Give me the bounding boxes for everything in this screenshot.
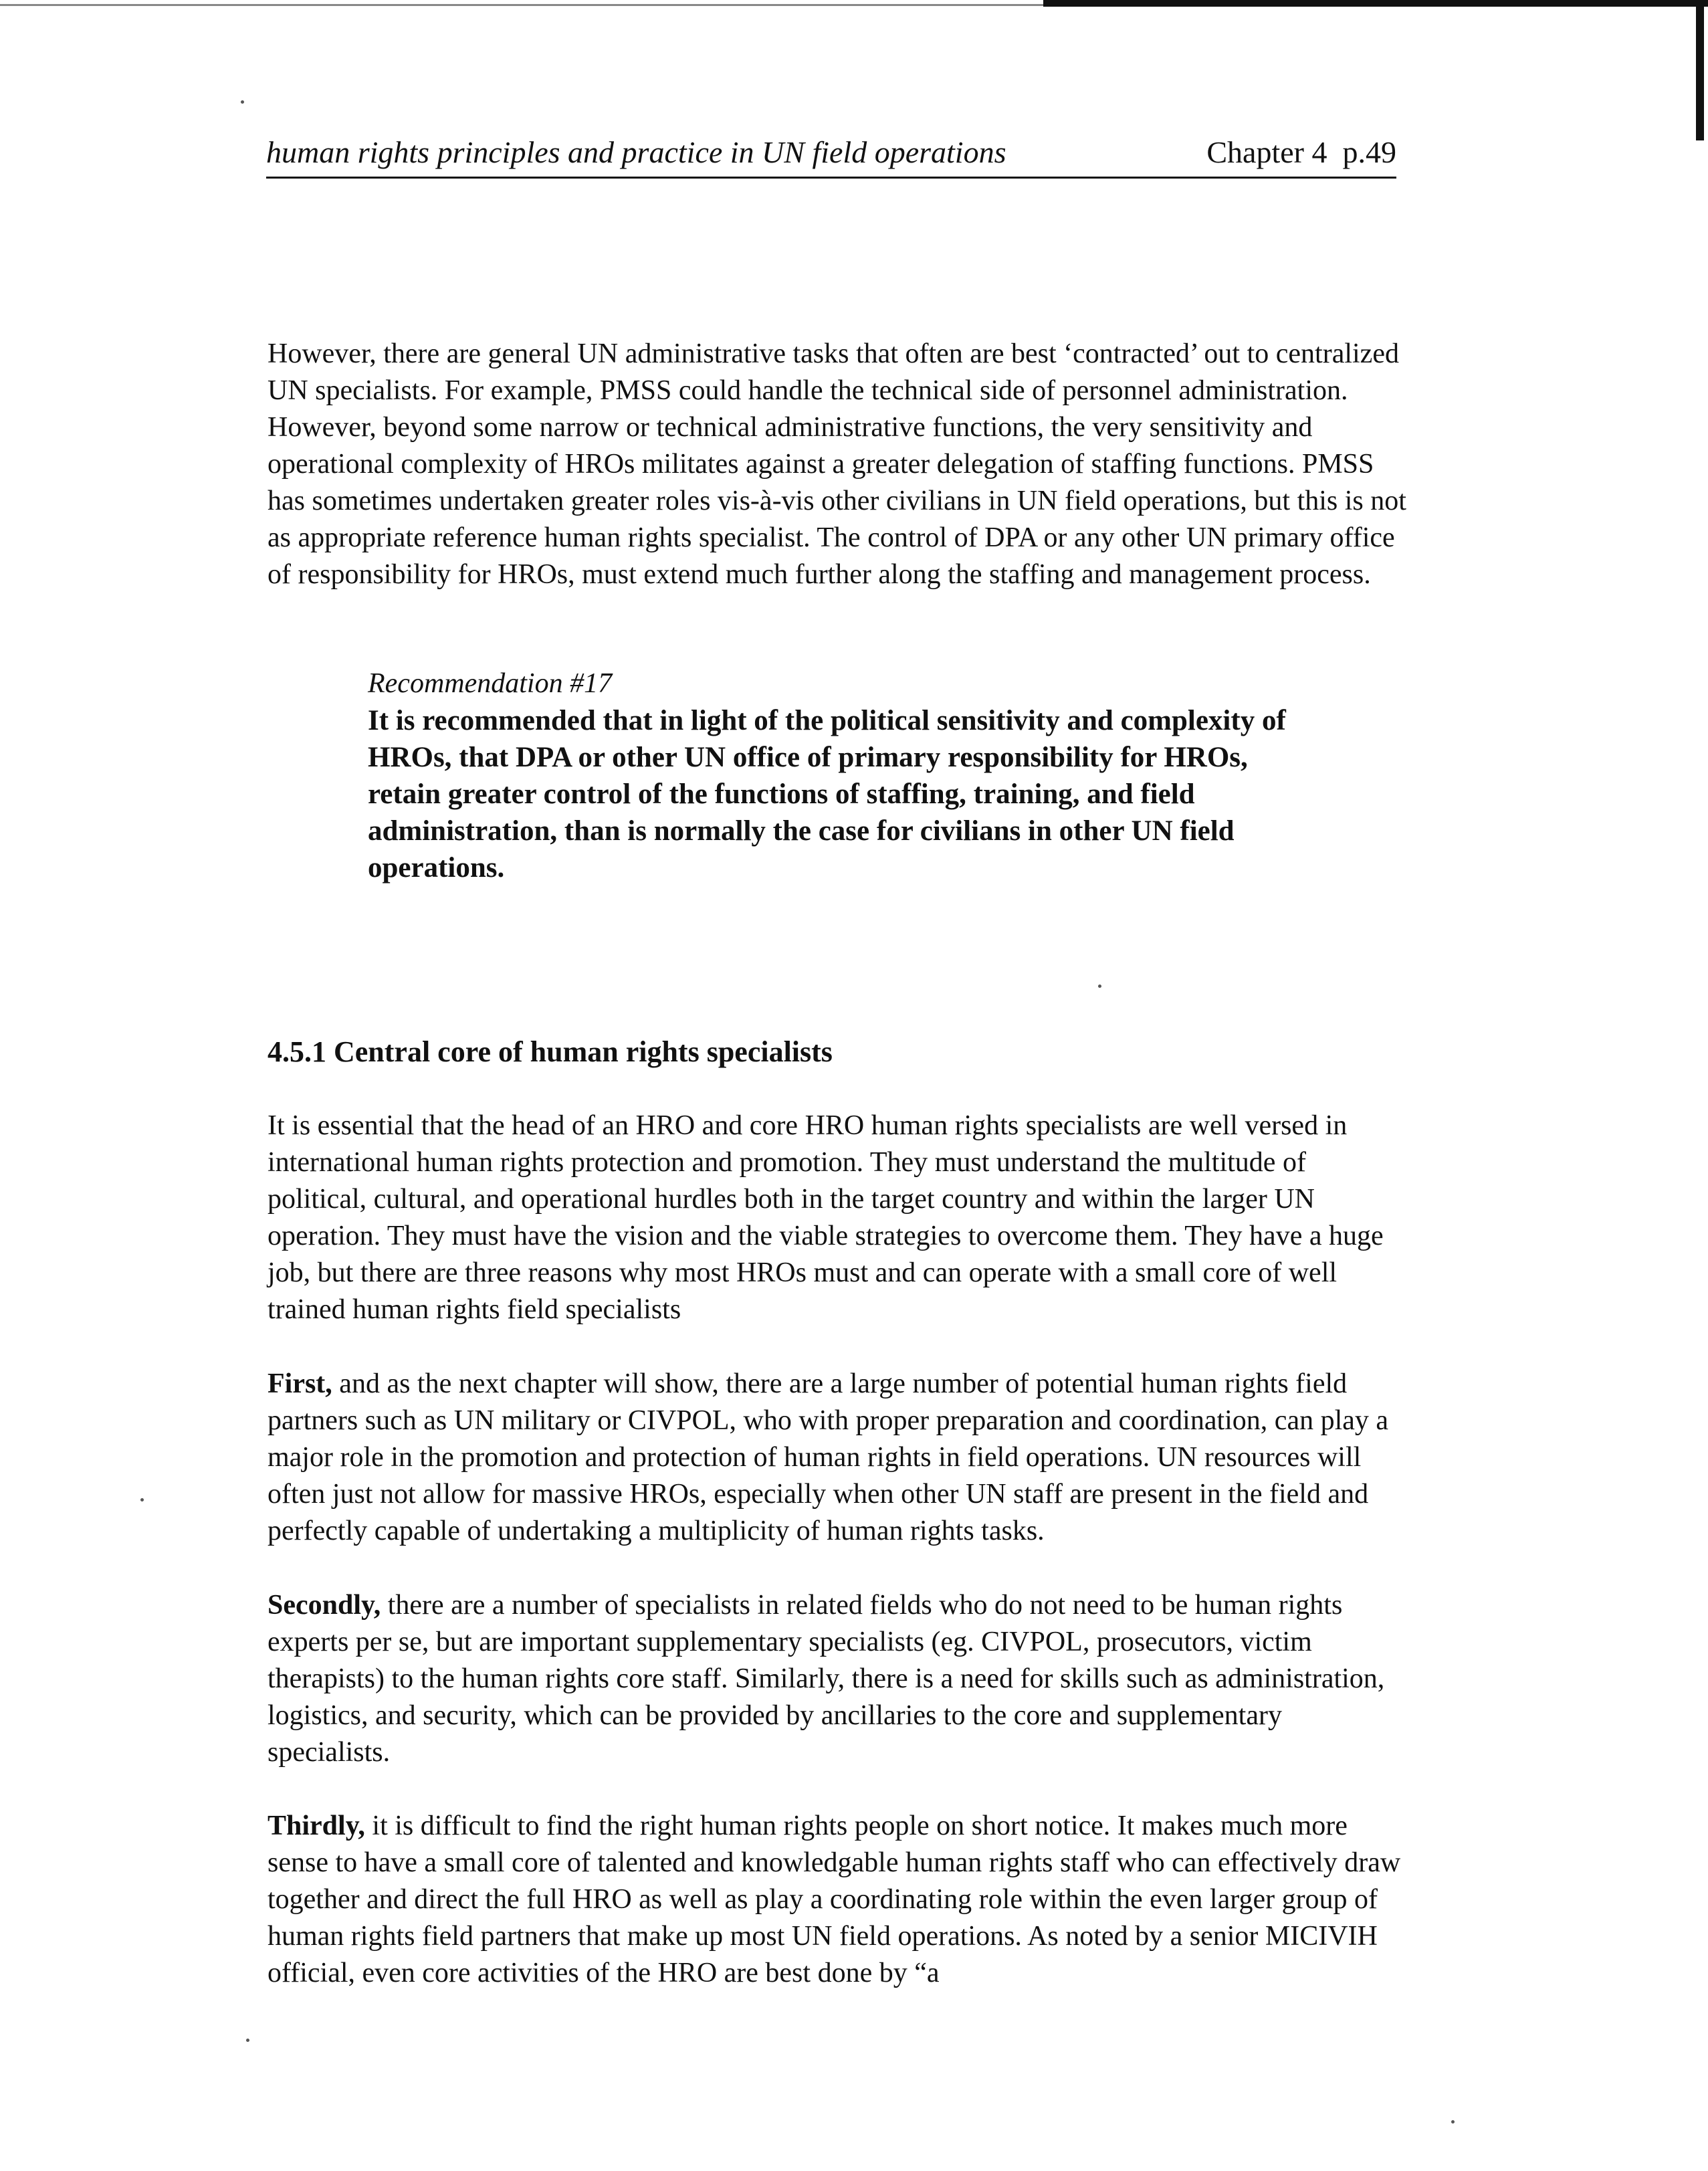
second-reason-lead: Secondly,	[268, 1590, 381, 1621]
second-reason-text: there are a number of specialists in related fields who do not need to be human rights experts per se, but are important supplementary specialists (eg. CIVPOL, prosecutors, victim therapists) to the human rights core staff. Similarly, there is a need for skills such as administration, logistics, and security, which can be provided by ancillaries to the core and supplementary specialists.	[268, 1590, 1385, 1768]
scan-edge-top	[0, 0, 1708, 11]
third-reason-lead: Thirdly,	[268, 1811, 365, 1841]
scan-speck	[241, 100, 244, 104]
intro-paragraph: However, there are general UN administrative tasks that often are best ‘contracted’ out to centralized UN specialists. For example, PMSS could handle the technical side of personnel administration. However, beyond some narrow or technical administrative functions, the very sensitivity and operational complexity of HROs militates against a greater delegation of staffing functions. PMSS has sometimes undertaken greater roles vis-à-vis other civilians in UN field operations, but this is not as appropriate reference human rights specialist. The control of DPA or any other UN primary office of responsibility for HROs, must extend much further along the staffing and management process.	[268, 338, 1406, 590]
first-reason-text: and as the next chapter will show, there are a large number of potential human rights field partners such as UN military or CIVPOL, who with proper preparation and coordination, can play a major role in the promotion and protection of human rights in field operations. UN resources will often just not allow for massive HROs, especially when other UN staff are present in the field and perfectly capable of undertaking a multiplicity of human rights tasks.	[268, 1368, 1389, 1546]
scan-speck	[1098, 985, 1101, 988]
page-header	[266, 128, 1396, 179]
essential-paragraph: It is essential that the head of an HRO and core HRO human rights specialists are well versed in international human rights protection and promotion. They must understand the multitude of political, cultural, and operational hurdles both in the target country and within the larger UN operation. They must have the vision and the viable strategies to overcome them. They have a huge job, but there are three reasons why most HROs must and can operate with a small core of well trained human rights field specialists	[268, 1110, 1384, 1325]
first-reason-lead: First,	[268, 1368, 332, 1399]
page-number: p.49	[1342, 135, 1396, 169]
third-reason-text: it is difficult to find the right human rights people on short notice. It makes much more sense to have a small core of talented and knowledgable human rights staff who can effectively draw together and direct the full HRO as well as play a coordinating role within the even larger group of human rights field partners that make up most UN field operations. As noted by a senior MICIVIH official, even core activities of the HRO are best done by “a	[268, 1811, 1401, 1988]
page-locator	[1206, 128, 1396, 177]
scan-edge-bar	[1043, 0, 1708, 7]
scan-edge-line	[0, 4, 1043, 6]
recommendation-title: Recommendation #17	[368, 668, 613, 699]
section-heading: 4.5.1 Central core of human rights specialists	[268, 1035, 833, 1068]
third-reason-paragraph	[268, 1808, 1408, 1992]
scan-speck	[140, 1498, 144, 1502]
scan-speck	[1451, 2120, 1455, 2124]
recommendation-text: It is recommended that in light of the political sensitivity and complexity of HROs, that DPA or other UN office of primary responsibility for HROs, retain greater control of the functions of staffing, training, and field administration, than is normally the case for civilians in other UN field operations.	[368, 705, 1286, 884]
running-title: human rights principles and practice in UN field operations	[266, 135, 1006, 169]
chapter-label: Chapter 4	[1206, 135, 1327, 169]
scan-edge-right	[1696, 0, 1704, 140]
scan-speck	[246, 2039, 249, 2042]
second-reason-paragraph	[268, 1587, 1408, 1771]
first-reason-paragraph	[268, 1366, 1408, 1550]
